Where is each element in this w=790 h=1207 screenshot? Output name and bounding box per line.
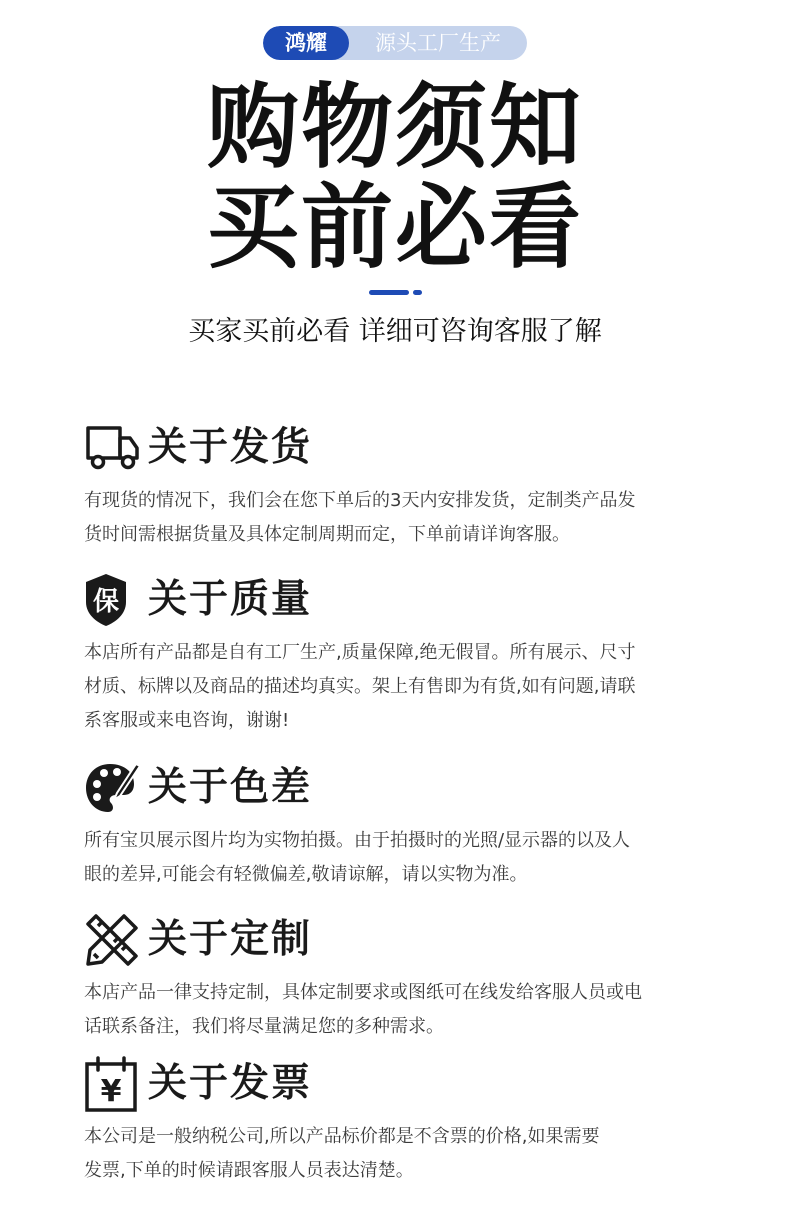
palette-icon: [84, 760, 140, 816]
title-divider: [369, 290, 409, 295]
yen-glyph: ¥: [100, 1074, 122, 1109]
section-title: 关于发货: [148, 425, 313, 470]
section-body: 本店产品一律支持定制，具体定制要求或图纸可在线发给客服人员或电 话联系备注，我们将尽量满足您的多种需求。: [84, 982, 642, 1037]
section-quality: [84, 572, 724, 738]
brand-badge: [263, 26, 527, 60]
section-color-difference: [84, 760, 724, 892]
title-divider-dot: [413, 290, 422, 295]
section-title: 关于色差: [148, 765, 313, 810]
quality-shield-icon: [84, 572, 140, 628]
section-title: 关于发票: [148, 1061, 313, 1106]
section-body: 所有宝贝展示图片均为实物拍摄。由于拍摄时的光照/显示器的以及人 眼的差异,可能会有轻微偏差,敬请谅解，请以实物为准。: [84, 830, 631, 885]
section-title: 关于定制: [148, 917, 313, 962]
page-title-line-1: 购物须知: [206, 74, 583, 181]
page-title-line-2: 买前必看: [206, 174, 583, 281]
section-shipping: [84, 420, 724, 552]
ruler-pencil-icon: [84, 912, 140, 968]
delivery-truck-icon: [84, 420, 140, 476]
section-title: 关于质量: [148, 577, 313, 622]
brand-tagline: 源头工厂生产: [375, 31, 501, 55]
brand-name: 鸿耀: [263, 26, 349, 60]
shield-glyph: 保: [92, 587, 120, 617]
section-invoice: [84, 1056, 724, 1188]
invoice-calendar-icon: [84, 1056, 140, 1112]
section-body: 本店所有产品都是自有工厂生产,质量保障,绝无假冒。所有展示、尺寸 材质、标牌以及商品的描述均真实。架上有售即为有货,如有问题,请联 系客服或来电咨询，谢谢!: [84, 642, 636, 731]
section-body: 本公司是一般纳税公司,所以产品标价都是不含票的价格,如果需要 发票,下单的时候请跟客服人员表达清楚。: [84, 1126, 600, 1181]
page-subtitle: 买家买前必看 详细可咨询客服了解: [188, 316, 602, 347]
section-body: 有现货的情况下，我们会在您下单后的3天内安排发货，定制类产品发 货时间需根据货量及具体定制周期而定，下单前请详询客服。: [84, 490, 636, 545]
section-customization: [84, 912, 724, 1044]
